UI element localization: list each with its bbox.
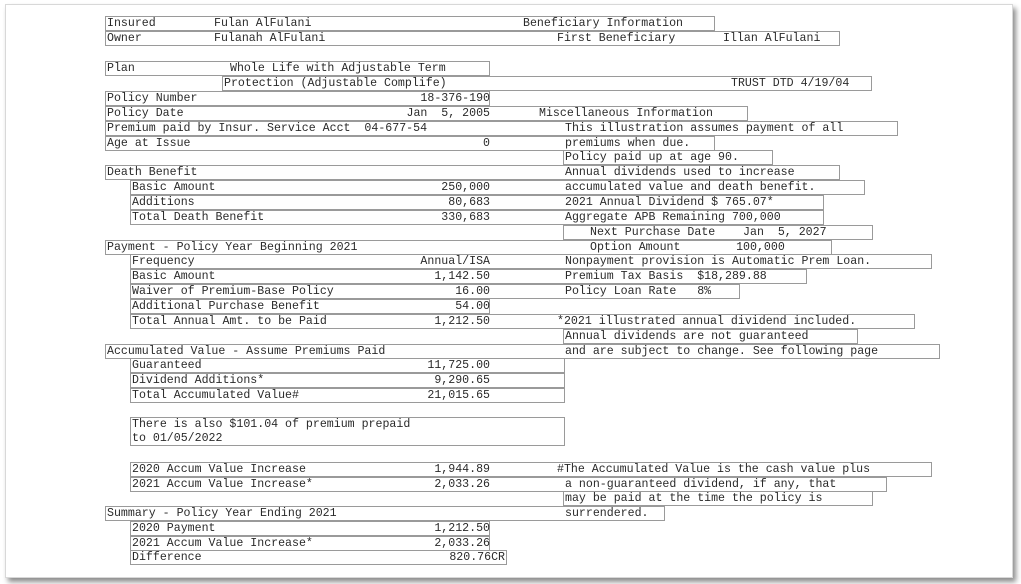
illustration-line1: This illustration assumes payment of all [565,122,844,135]
additions-label: Additions [132,196,195,209]
sum-payment-label: 2020 Payment [132,522,216,535]
option-amount: Option Amount 100,000 [590,241,785,254]
policy-loan-rate: Policy Loan Rate 8% [565,285,712,298]
owner-name: Fulanah AlFulani [214,32,326,45]
policy-date-value: Jan 5, 2005 [406,107,490,120]
div-add-label: Dividend Additions* [132,374,265,387]
plan-name-line1: Whole Life with Adjustable Term [230,62,446,75]
annual-dividend: 2021 Annual Dividend $ 765.07* [565,196,774,209]
inc2021-value: 2,033.26 [434,478,490,491]
apb-value: 54.00 [455,300,490,313]
accum-note-line1: #The Accumulated Value is the cash value plus [557,463,871,476]
sum-inc-value: 2,033.26 [434,537,490,550]
premium-paid-by: Premium paid by Insur. Service Acct 04-677-54 [107,122,428,135]
dividend-note-line2: Annual dividends are not guaranteed [565,330,809,343]
dividends-line2: accumulated value and death benefit. [565,181,816,194]
basic-amount-label: Basic Amount [132,181,216,194]
difference-label: Difference [132,551,202,564]
insured-label: Insured [107,17,156,30]
accum-note-line3: may be paid at the time the policy is [565,492,823,505]
policy-date-label: Policy Date [107,107,184,120]
age-label: Age at Issue [107,137,191,150]
accum-note-line4: surrendered. [565,507,649,520]
apb-remaining: Aggregate APB Remaining 700,000 [565,211,781,224]
misc-title: Miscellaneous Information [539,107,713,120]
total-db-label: Total Death Benefit [132,211,265,224]
waiver-value: 16.00 [455,285,490,298]
plan-name-line2: Protection (Adjustable Complife) [224,77,447,90]
difference-value: 820.76CR [449,551,505,564]
basic-amount-value: 250,000 [441,181,490,194]
paid-up-note: Policy paid up at age 90. [565,151,739,164]
dividends-line1: Annual dividends used to increase [565,166,795,179]
first-beneficiary-name: Illan AlFulani [723,32,821,45]
death-benefit-title: Death Benefit [107,166,198,179]
first-beneficiary-label: First Beneficiary [557,32,676,45]
additions-value: 80,683 [448,196,490,209]
illustration-line2: premiums when due. [565,137,691,150]
owner-label: Owner [107,32,142,45]
sum-payment-value: 1,212.50 [434,522,490,535]
plan-label: Plan [107,62,135,75]
next-purchase-date: Next Purchase Date Jan 5, 2027 [590,226,827,239]
inc2021-label: 2021 Accum Value Increase* [132,478,313,491]
accum-note-line2: a non-guaranteed dividend, if any, that [565,478,837,491]
pay-basic-value: 1,142.50 [434,270,490,283]
total-db-value: 330,683 [441,211,490,224]
trust-date: TRUST DTD 4/19/04 [731,77,850,90]
guaranteed-label: Guaranteed [132,359,202,372]
frequency-value: Annual/ISA [420,255,490,268]
frequency-label: Frequency [132,255,195,268]
prepaid-line2: to 01/05/2022 [132,432,223,445]
waiver-label: Waiver of Premium-Base Policy [132,285,334,298]
total-accum-label: Total Accumulated Value# [132,389,299,402]
age-value: 0 [483,137,490,150]
dividend-note-line3: and are subject to change. See following page [565,345,879,358]
accum-title: Accumulated Value - Assume Premiums Paid [107,345,386,358]
prepaid-line1: There is also $101.04 of premium prepaid [132,418,411,431]
inc2020-label: 2020 Accum Value Increase [132,463,306,476]
payment-title: Payment - Policy Year Beginning 2021 [107,241,358,254]
beneficiary-title: Beneficiary Information [523,17,684,30]
dividend-note-line1: *2021 illustrated annual dividend included. [557,315,857,328]
policy-number-value: 18-376-190 [420,92,490,105]
premium-tax-basis: Premium Tax Basis $18,289.88 [565,270,767,283]
pay-basic-label: Basic Amount [132,270,216,283]
total-annual-label: Total Annual Amt. to be Paid [132,315,327,328]
div-add-value: 9,290.65 [434,374,490,387]
apb-label: Additional Purchase Benefit [132,300,320,313]
sum-inc-label: 2021 Accum Value Increase* [132,537,313,550]
guaranteed-value: 11,725.00 [427,359,490,372]
insured-name: Fulan AlFulani [214,17,312,30]
inc2020-value: 1,944.89 [434,463,490,476]
total-annual-value: 1,212.50 [434,315,490,328]
summary-title: Summary - Policy Year Ending 2021 [107,507,337,520]
nonpayment-provision: Nonpayment provision is Automatic Prem Loan. [565,255,872,268]
total-accum-value: 21,015.65 [427,389,490,402]
policy-number-label: Policy Number [107,92,198,105]
